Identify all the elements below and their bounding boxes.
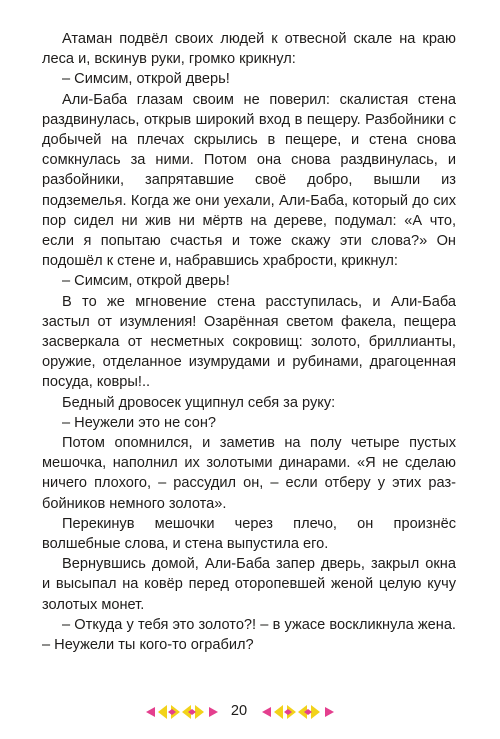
paragraph: Атаман подвёл своих людей к отвесной скале на краю леса и, вскинув руки, громко крикнул: [42,31,456,68]
paragraph: Вернувшись домой, Али-Баба запер дверь, закрыл окна и высыпал на ковёр перед оторопевшей женой целую кучу золотых монет. [42,556,456,613]
dialog-line: – Симсим, открой дверь! [62,273,230,290]
page-number: 20 [230,703,248,719]
ornament-right-icon [262,704,334,720]
story-text [42,29,456,655]
paragraph: Потом опомнился, и заметив на полу четыре пустых мешочка, наполнил их золотыми динарами. «Я не сделаю ничего плохого, – рассудил он, – если отберу у этих раз-бойников немного золота». [42,435,456,512]
paragraph: В то же мгновение стена расступилась, и Али-Баба застыл от изумления! Озарённая светом факела, пещера засверкала от несметных сокровищ: золото, бриллианты, оружие, отделанное изумрудами и рубинами, драгоценная посуда, ковры!.. [42,293,456,391]
paragraph: Али-Баба глазам своим не поверил: скалистая стена раздвинулась, открыв широкий вход в пещеру. Разбойники с добычей на плечах скрылись в пещере, и стена снова сомкнулась за ними. Потом она снова раздвинулась, и разбойники, запрятавшие своё добро, вышли из подземелья. Когда же они уехали, Али-Баба, который до сих пор сидел ни жив ни мёртв на дереве, подумал: «А что, если я попытаю счастья и тоже скажу эти слова?» Он подошёл к стене и, набравшись храбрости, крикнул: [42,91,456,270]
page-footer [0,701,500,725]
dialog-line: – Откуда у тебя это золото?! – в ужасе воскликнула жена. – Неужели ты кого-то ограбил? [42,616,456,654]
paragraph: Перекинув мешочки через плечо, он произнёс волшебные слова, и стена выпустила его. [42,515,456,553]
dialog-line: – Симсим, открой дверь! [62,71,230,88]
paragraph: Бедный дровосек ущипнул себя за руку: [62,394,336,411]
ornament-left-icon [146,704,218,720]
dialog-line: – Неужели это не сон? [62,414,217,431]
